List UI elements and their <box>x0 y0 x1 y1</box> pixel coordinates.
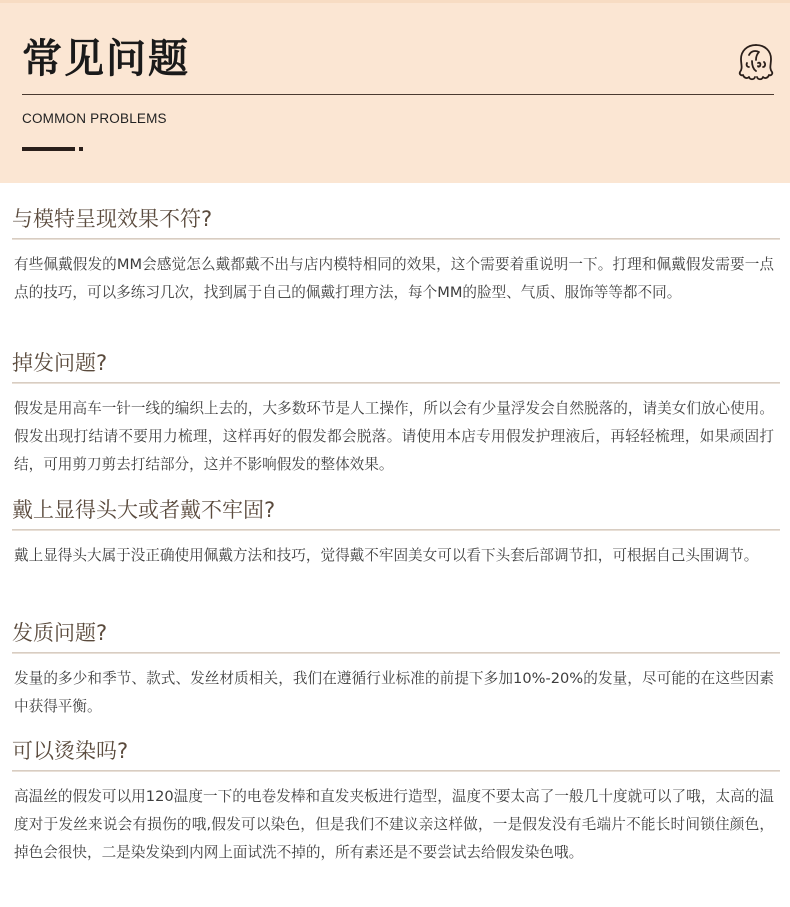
question-divider <box>12 238 780 240</box>
accent-bar <box>22 147 75 151</box>
faq-question: 与模特呈现效果不符? <box>12 207 213 231</box>
faq-header <box>0 0 790 183</box>
title-divider <box>22 94 774 95</box>
faq-answer: 发量的多少和季节、款式、发丝材质相关，我们在遵循行业标准的前提下多加10%-20%的发量，尽可能的在这些因素中获得平衡。 <box>14 670 774 715</box>
hair-profile-icon <box>735 41 777 83</box>
question-divider <box>12 770 780 772</box>
faq-question: 掉发问题? <box>12 351 108 375</box>
page-title: 常见问题 <box>22 36 190 82</box>
page-subtitle: COMMON PROBLEMS <box>22 111 167 126</box>
faq-answer: 戴上显得头大属于没正确使用佩戴方法和技巧，觉得戴不牢固美女可以看下头套后部调节扣，可根据自己头围调节。 <box>14 547 759 564</box>
faq-question: 发质问题? <box>12 621 108 645</box>
question-divider <box>12 382 780 384</box>
faq-answer: 假发是用高车一针一线的编织上去的，大多数环节是人工操作，所以会有少量浮发会自然脱落的，请美女们放心使用。假发出现打结请不要用力梳理，这样再好的假发都会脱落。请使用本店专用假发护理液后，再轻轻梳理，如果顽固打结，可用剪刀剪去打结部分，这并不影响假发的整体效果。 <box>14 400 774 473</box>
faq-answer: 有些佩戴假发的MM会感觉怎么戴都戴不出与店内模特相同的效果，这个需要着重说明一下。打理和佩戴假发需要一点点的技巧，可以多练习几次，找到属于自己的佩戴打理方法，每个MM的脸型、气质、服饰等等都不同。 <box>14 256 774 301</box>
faq-question: 可以烫染吗? <box>12 739 129 763</box>
faq-question: 戴上显得头大或者戴不牢固? <box>12 498 276 522</box>
question-divider <box>12 652 780 654</box>
faq-answer: 高温丝的假发可以用120温度一下的电卷发棒和直发夹板进行造型，温度不要太高了一般几十度就可以了哦，太高的温度对于发丝来说会有损伤的哦,假发可以染色，但是我们不建议亲这样做，一是假发没有毛端片不能长时间锁住颜色，掉色会很快，二是染发染到内网上面试洗不掉的，所有素还是不要尝试去给假发染色哦。 <box>14 788 774 861</box>
accent-dot <box>79 147 83 151</box>
question-divider <box>12 529 780 531</box>
